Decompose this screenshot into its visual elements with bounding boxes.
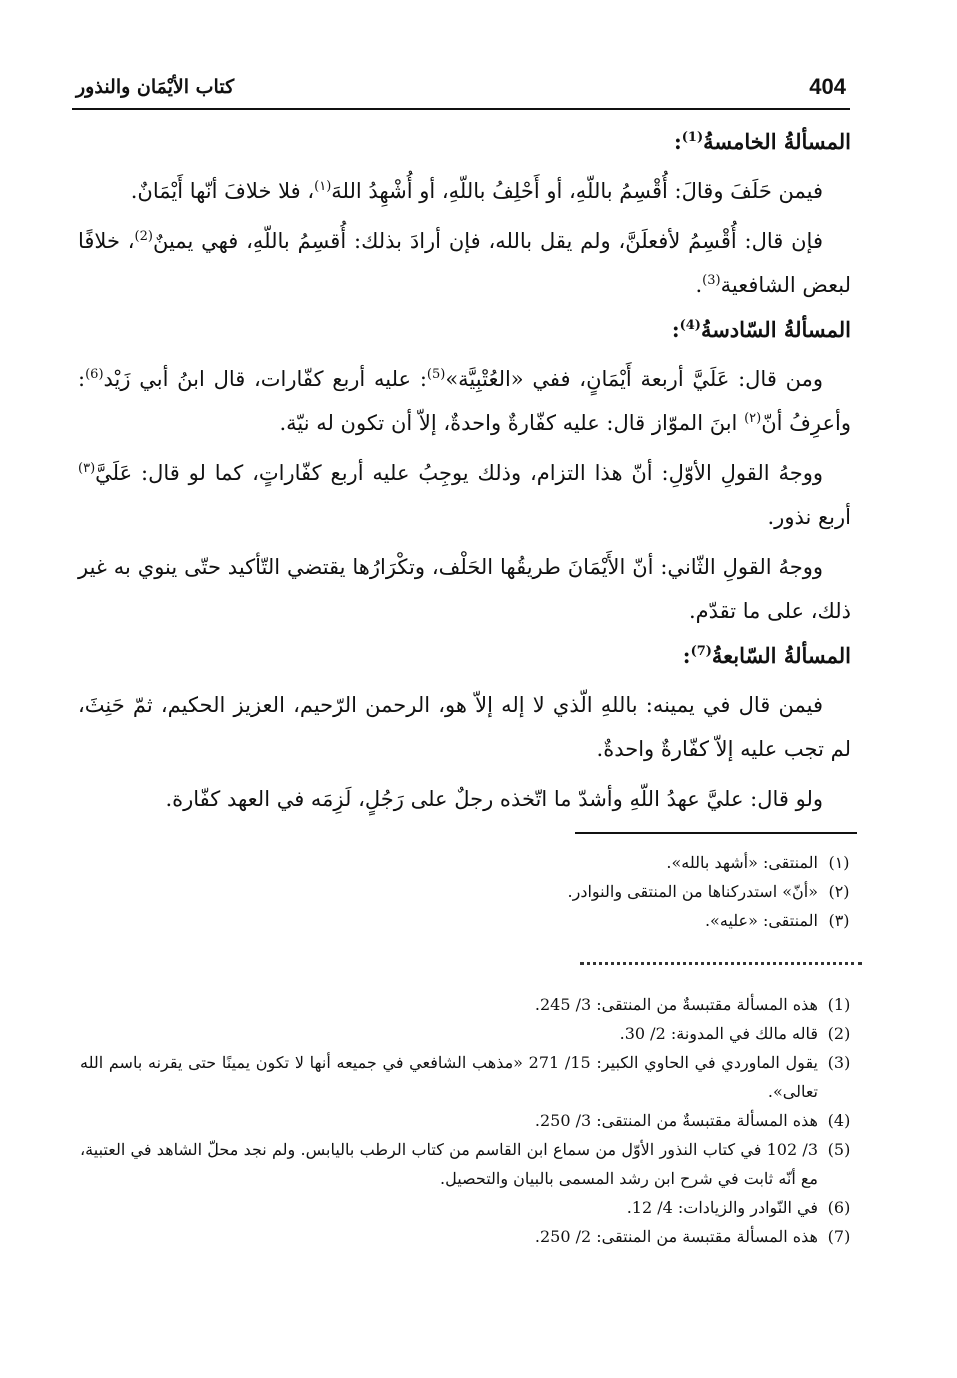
footnote-ref: (1) <box>681 130 704 145</box>
footnote: (6) في النّوادر والزيادات: 4/ 12. <box>626 1198 851 1217</box>
footnote-ref: (٣) <box>78 461 96 476</box>
footnote-ref: (3) <box>702 273 721 288</box>
footnote-ref: (4) <box>679 318 701 333</box>
heading-issue-5: المسألةُ الخامسةُ$^{(1)}$: <box>673 129 851 154</box>
paragraph: فيمن حَلَفَ وقالَ: أُقْسِمُ باللّهِ، أو أَحْلِفُ باللّهِ، أو أُشْهِدُ اللهَ$^{(١)}$، فلا خلافَ أنّها أَيْمَانٌ. <box>130 179 823 203</box>
paragraph: ولو قال: عليَّ عهدُ اللّهِ وأشدّ ما اتّخذه رجلٌ على رَجُلٍ، لَزِمَه في العهد كفّارة. <box>165 787 823 811</box>
heading-issue-6: المسألةُ السّادسةُ$^{(4)}$: <box>671 317 851 342</box>
footnote: (1) هذه المسألة مقتبسةٌ من المنتقى: 3/ 245. <box>534 995 851 1014</box>
editor-footnotes <box>80 848 860 935</box>
footnote: (2) قاله مالك في المدونة: 2/ 30. <box>619 1024 851 1043</box>
dotted-separator <box>580 962 862 973</box>
footnote-ref: (١) <box>314 179 332 194</box>
book-title: كتاب الأيْمَان والنذور <box>76 76 235 98</box>
paragraph: ووجهُ القولِ الأوّلِ: أنّ هذا التزام، وذلك يوجِبُ عليه أربع كفّاراتٍ، كما لو قال: عَلَيَّ$^{(٣)}$ أربع نذور. <box>78 461 851 529</box>
footnote: (٢) «أنّ» استدركناها من المنتقى والنوادر. <box>567 882 850 901</box>
heading-issue-7: المسألةُ السّابعةُ$^{(7)}$: <box>682 643 851 668</box>
paragraph: فإن قال: أُقْسِمُ لأفعلَنَّ، ولم يقل بالله، فإن أرادَ بذلك: أُقسِمُ باللّهِ، فهي يمينٌ$^{(2)}$، خلافًا لبعض الشافعية$^{(3)}$. <box>78 229 851 297</box>
paragraph: ووجهُ القولِ الثّاني: أنّ الأَيْمَانَ طريقُها الحَلْف، وتكْرَارُها يقتضي التّأكيد حتّى ينوي به غير ذلك، على ما تقدّم. <box>78 555 851 623</box>
footnote-ref: (5) <box>426 367 446 382</box>
footnote-ref: (6) <box>85 367 104 382</box>
footnote: (3) يقول الماوردي في الحاوي الكبير: 15/ 271 «مذهب الشافعي في جميعه أنها لا تكون يمينًا حتى يقرنه باسم الله تعالى». <box>80 1053 851 1101</box>
paragraph: ومن قال: عَلَيَّ أربعة أَيْمَانٍ، ففي «العُتْبِيَّة»$^{(5)}$: عليه أربع كفّارات، قال ابنُ أبي زَيْد$^{(6)}$: وأعرِفُ أنّ$^{(٢)}$ ابنَ الموّاز قال: عليه كفّارةٌ واحدةٌ، إلاّ أن تكون له نيّة. <box>78 367 851 435</box>
footnote: (5) 3/ 102 في كتاب النذور الأوّل من سماع ابن القاسم من كتاب الرطب باليابس. ولم نجد محلّ الشاهد في العتبية، مع أنّه ثابت في شرح ابن رشد المسمى بالبيان والتحصيل. <box>80 1140 851 1188</box>
main-text <box>78 125 851 827</box>
footnote: (١) المنتقى: «أشهد بالله». <box>666 853 850 872</box>
footnote-ref: (٢) <box>744 411 762 426</box>
footnote-ref: (7) <box>690 644 712 659</box>
paragraph: فيمن قال في يمينه: باللهِ الّذي لا إله إلاّ هو، الرحمن الرّحيم، العزيز الحكيم، ثمّ حَنِثَ، لم تجب عليه إلاّ كفّارةٌ واحدةٌ. <box>78 693 851 761</box>
page-number: 404 <box>809 74 846 99</box>
footnote: (٣) المنتقى: «عليه». <box>704 911 850 930</box>
footnote: (7) هذه المسألة مقتبسة من المنتقى: 2/ 250. <box>534 1227 851 1246</box>
footnote: (4) هذه المسألة مقتبسةٌ من المنتقى: 3/ 250. <box>534 1111 851 1130</box>
footnote-separator <box>575 832 857 834</box>
footnote-ref: (2) <box>134 229 153 244</box>
source-footnotes <box>80 990 860 1251</box>
running-header <box>72 70 850 110</box>
